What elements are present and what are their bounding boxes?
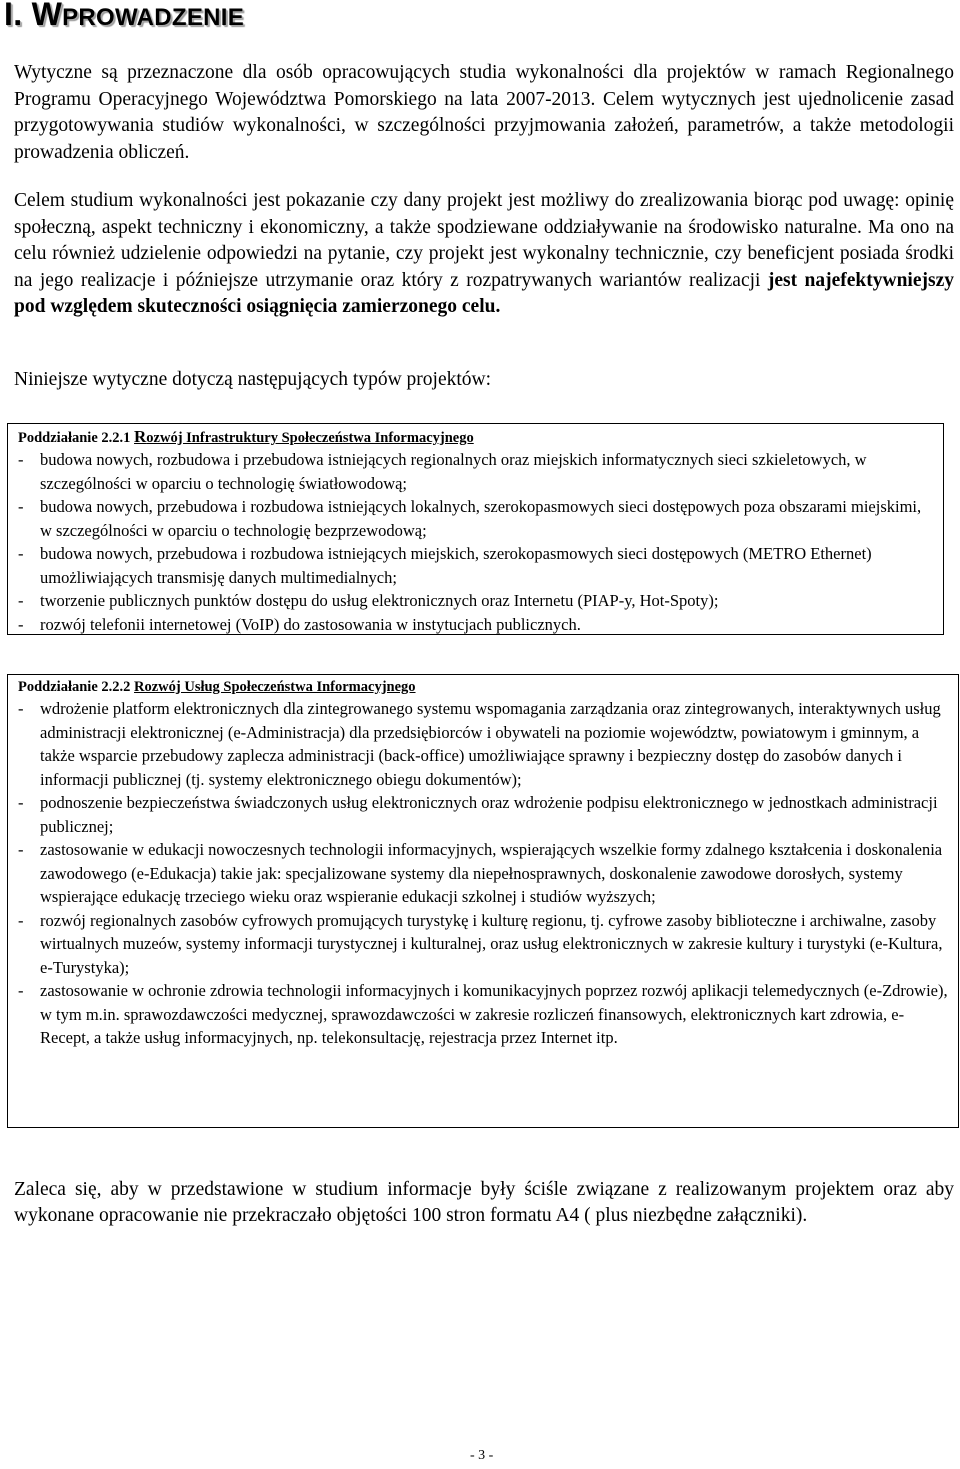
dash-bullet: - (18, 793, 24, 812)
dash-bullet: - (18, 450, 24, 469)
dash-bullet: - (18, 981, 24, 1000)
closing-paragraph: Zaleca się, aby w przedstawione w studium informacje były ściśle związane z realizowanym projektem oraz aby wykonane opracowanie nie przekraczało objętości 100 stron formatu A4 ( plus niezbędne załączniki). (14, 1179, 954, 1226)
page-number: - 3 - (470, 1448, 494, 1463)
paragraph2-bold: jest najefektywniejszy pod względem skuteczności osiągnięcia zamierzonego celu (14, 269, 954, 317)
list-item (18, 838, 948, 909)
paragraph2-end: . (495, 296, 501, 317)
subaction-box-222 (7, 674, 959, 1128)
list-item (18, 589, 933, 613)
box-name: Rozwój Usług Społeczeństwa Informacyjnego (134, 679, 416, 695)
box-name (134, 427, 474, 446)
paragraph2-text: Celem studium wykonalności jest pokazanie czy dany projekt jest możliwy do zrealizowania biorąc pod uwagę: opinię społeczną, aspekt techniczny i ekonomiczny, a także spodziewane oddziaływanie na środowisko naturalne. Ma ono na celu również udzielenie odpowiedzi na pytanie, czy projekt jest wykonalny technicznie, czy beneficjent posiada środki na jego realizacje i późniejsze utrzymanie oraz który z rozpatrywanych wariantów realizacji (14, 190, 954, 291)
list-item-text: budowa nowych, przebudowa i rozbudowa istniejących miejskich, szerokopasmowych sieci dostępowych (METRO Ethernet) umożliwiających transmisję danych multimedialnych; (40, 544, 872, 587)
dash-bullet: - (18, 840, 24, 859)
dash-bullet: - (18, 497, 24, 516)
box-name-rest: ozwój Infrastruktury Społeczeństwa Informacyjnego (146, 430, 474, 446)
list-item-text: podnoszenie bezpieczeństwa świadczonych usług elektronicznych oraz wdrożenie podpisu elektronicznego w jednostkach administracji publicznej; (40, 793, 938, 836)
box-title (18, 428, 933, 447)
list-item-text: tworzenie publicznych punktów dostępu do usług elektronicznych oraz Internetu (PIAP-y, Hot-Spoty); (40, 591, 719, 610)
box-title (18, 679, 948, 696)
list-item (18, 542, 933, 589)
list-item-text: rozwój telefonii internetowej (VoIP) do zastosowania w instytucjach publicznych. (40, 614, 581, 634)
project-types-intro: Niniejsze wytyczne dotyczą następujących typów projektów: (14, 369, 492, 390)
list-item-text: zastosowanie w ochronie zdrowia technologii informacyjnych i komunikacyjnych poprzez rozwój aplikacji telemedycznych (e-Zdrowie), w tym m.in. sprawozdawczości medycznej, sprawozdawczości w zakresie rozliczeń finansowych, elektronicznych kart zdrowia, e-Recept, a także usług informacyjnych, np. telekonsultację, rejestracja przez Internet itp. (40, 981, 948, 1047)
list-item-text: budowa nowych, przebudowa i rozbudowa istniejących lokalnych, szerokopasmowych sieci dostępowych poza obszarami miejskimi, w szczególności w oparciu o technologię bezprzewodową; (40, 497, 922, 540)
section-heading (4, 0, 244, 33)
list-item (18, 791, 948, 838)
intro-paragraph-2 (14, 188, 954, 321)
dash-bullet: - (18, 614, 24, 634)
list-item (18, 979, 948, 1050)
heading-prefix: I. W (4, 0, 63, 32)
list-item-text: rozwój regionalnych zasobów cyfrowych promujących turystykę i kulturę regionu, tj. cyfrowe zasoby biblioteczne i archiwalne, zasoby wirtualnych muzeów, systemy informacji turystycznej i kulturalnej, oraz usług elektronicznych w zakresie kultury i turystyki (e-Kultura, e-Turystyka); (40, 910, 943, 977)
list-item (18, 697, 948, 791)
intro-paragraph-1: Wytyczne są przeznaczone dla osób opracowujących studia wykonalności dla projektów w ramach Regionalnego Programu Operacyjnego Województwa Pomorskiego na lata 2007-2013. Celem wytycznych jest ujednolicenie zasad przygotowywania studiów wykonalności, w szczególności przyjmowania założeń, parametrów, a także metodologii prowadzenia obliczeń. (14, 62, 954, 163)
list-item-text: zastosowanie w edukacji nowoczesnych technologii informacyjnych, wspierających wszelkie formy zdalnego kształcenia i doskonalenia zawodowego (e-Edukacja) takie jak: specjalizowane systemy dla niepełnosprawnych, doskonalenie zawodowe dorosłych, systemy wspierające edukację trzeciego wieku oraz wspieranie edukacji szkolnej i studiów wyższych; (40, 840, 943, 906)
dash-bullet: - (18, 910, 24, 930)
dash-bullet: - (18, 699, 24, 718)
box-name-first-letter: R (134, 427, 147, 446)
dash-bullet: - (18, 591, 24, 610)
list-item (18, 613, 933, 637)
dash-bullet: - (18, 544, 24, 563)
list-item (18, 448, 933, 495)
list-item-text: budowa nowych, rozbudowa i przebudowa istniejących regionalnych oraz miejskich informatycznych sieci szkieletowych, w szczególności w oparciu o technologię światłowodową; (40, 450, 867, 493)
box-label: Poddziałanie 2.2.2 (18, 679, 135, 695)
list-item-text: wdrożenie platform elektronicznych dla zintegrowanego systemu wspomagania zarządzania oraz zintegrowanych, interaktywnych usług administracji elektronicznej (e-Administracja) dla przedsiębiorców i obywateli na poziomie województw, powiatowym i gminnym, a także wsparcie przebudowy zaplecza administracji (back-office) umożliwiające sprawny i bezpieczny dostęp do zasobów danych i informacji publicznej (tj. systemy elektronicznego obiegu dokumentów); (40, 699, 941, 789)
list-item (18, 495, 933, 542)
list-item (18, 909, 948, 980)
box-label: Poddziałanie 2.2.1 (18, 430, 135, 446)
heading-rest: PROWADZENIE (62, 4, 245, 31)
subaction-box-221 (7, 423, 944, 635)
